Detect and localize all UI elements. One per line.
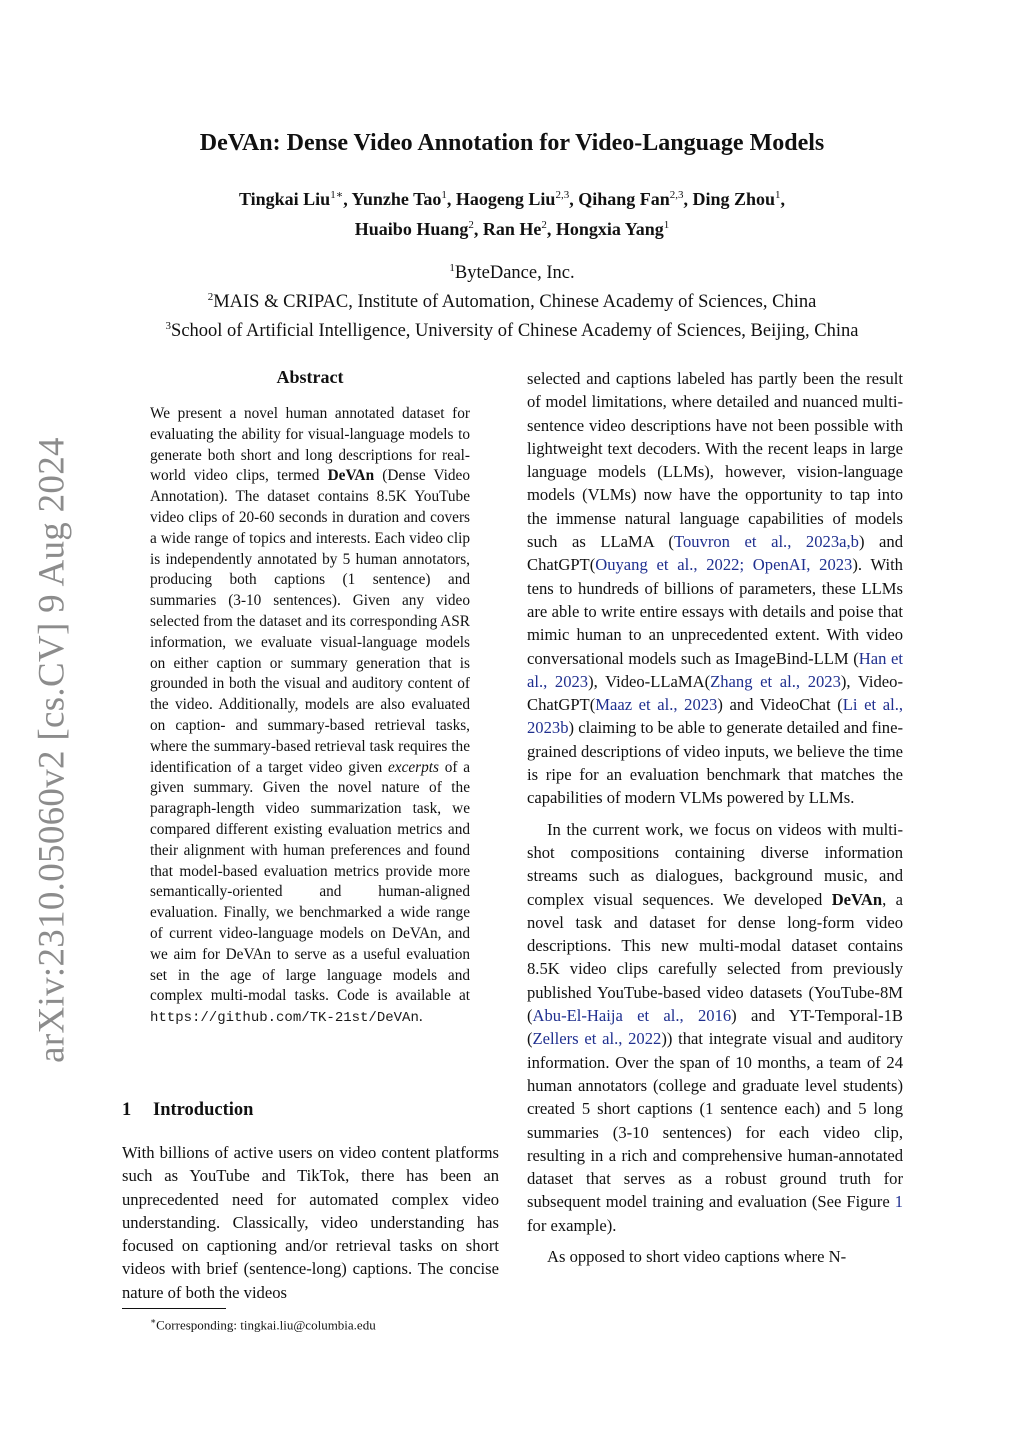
author-corresponding-mark: ∗ <box>335 189 344 201</box>
body-text: ) claiming to be able to generate detailed and fine-grained descriptions of video inputs, we believe the time is ripe for an evaluation benchmark that matches the capabilities of modern VLMs powered by LLMs. <box>527 718 903 808</box>
abstract-text: . <box>418 1008 423 1026</box>
affiliation-text: School of Artificial Intelligence, University of Chinese Academy of Sciences, Beijing, China <box>171 321 859 342</box>
author-affil-sup: 2 <box>468 219 474 231</box>
footnote-divider <box>122 1308 226 1309</box>
arxiv-identifier: arXiv:2310.05060v2 [cs.CV] 9 Aug 2024 <box>31 437 73 1063</box>
author-name: Yunzhe Tao <box>351 189 442 209</box>
section-title: Introduction <box>153 1100 254 1120</box>
body-text: , a novel task and dataset for dense long-form video descriptions. This new multi-modal dataset contains 8.5K video clips carefully selected from previously published YouTube-based video datasets (YouTube-8M ( <box>527 889 903 1026</box>
citation-link[interactable]: Zhang et al., 2023 <box>710 671 841 691</box>
section-number: 1 <box>122 1100 132 1120</box>
citation-link[interactable]: Touvron et al., 2023a,b <box>673 532 859 552</box>
abstract-text: We present a novel human annotated dataset for evaluating the ability for visual-language models to generate both short and long descriptions for real-world video clips, termed <box>150 405 470 485</box>
author-affil-sup: 1 <box>330 189 336 201</box>
body-text: ) and YT-Temporal-1B ( <box>527 1006 903 1049</box>
code-link[interactable]: https://github.com/TK-21st/DeVAn <box>150 1010 419 1027</box>
author-name: Huaibo Huang <box>354 219 469 239</box>
author-list: Tingkai Liu$^{1∗}$, Yunzhe Tao$^1$, Haogeng Liu$^{2,3}$, Qihang Fan$^{2,3}$, Ding Zhou$^1$, Huaibo Huang$^2$, Ran He$^2$, Hongxia Yang$^1$ <box>238 189 786 239</box>
author-name: Qihang Fan <box>578 189 670 209</box>
body-paragraph <box>527 818 903 1237</box>
introduction-paragraph: With billions of active users on video content platforms such as YouTube and TikTok, there has been an unprecedented need for automated complex video understanding. Classically, video understanding has focused on captioning and/or retrieval tasks on short videos with brief (sentence-long) captions. The concise nature of both the videos <box>122 1143 499 1302</box>
affiliation-text: ByteDance, Inc. <box>454 263 575 284</box>
affiliation-sup: 2 <box>207 291 214 304</box>
body-paragraph <box>527 367 903 810</box>
author-name: Tingkai Liu <box>238 189 331 209</box>
citation-link[interactable]: Li et al., 2023b <box>527 695 903 738</box>
author-name: Hongxia Yang <box>555 219 664 239</box>
abstract-body <box>150 404 470 1029</box>
body-text: selected and captions labeled has partly been the result of model limitations, where detailed and nuanced multi-sentence video descriptions have not been possible with lightweight text decoders. With the recent leaps in large language models (LLMs), however, vision-language models (VLMs) now have the opportunity to tap into the immense natural language capabilities of models such as LLaMA ( <box>527 369 903 552</box>
citation-link[interactable]: Zellers et al., 2022 <box>532 1029 662 1049</box>
dataset-name: DeVAn <box>831 889 883 909</box>
body-text: ) and VideoChat ( <box>717 695 843 715</box>
affiliation <box>80 314 944 343</box>
affiliation <box>80 285 944 314</box>
affiliations <box>80 256 944 343</box>
body-paragraph: As opposed to short video captions where N- <box>547 1246 847 1266</box>
author-affil-sup: 2,3 <box>555 189 570 201</box>
right-column <box>527 367 903 1268</box>
author-name: Ding Zhou <box>692 189 776 209</box>
author-name: Ran He <box>482 219 542 239</box>
body-text: ), Video-LLaMA( <box>588 671 711 691</box>
author-affil-sup: 2 <box>541 219 547 231</box>
body-text: )) that integrate visual and auditory information. Over the span of 10 months, a team of 24 human annotators (college and graduate level students) created 5 short captions (1 sentence each) and 5 long summaries (3-10 sentences) for each video clip, resulting in a rich and comprehensive human-annotated dataset that serves as a robust ground truth for subsequent model training and evaluation (See Figure <box>527 1029 904 1212</box>
figure-reference-link[interactable]: 1 <box>894 1192 903 1212</box>
footnote-text: Corresponding: tingkai.liu@columbia.edu <box>156 1317 376 1333</box>
abstract-emphasis: excerpts <box>388 758 439 776</box>
body-text: ) and ChatGPT( <box>527 532 903 575</box>
abstract-text: (Dense Video Annotation). The dataset contains 8.5K YouTube video clips of 20-60 seconds in duration and covers a wide range of topics and interests. Each video clip is independently annotated by 5 human annotators, producing both captions (1 sentence) and summaries (3-10 sentences). Given any video selected from the dataset and its corresponding ASR information, we evaluate visual-language models on either caption or summary generation that is grounded in both the visual and auditory content of the video. Additionally, models are also evaluated on caption- and summary-based retrieval tasks, where the summary-based retrieval task requires the identification of a target video given <box>150 467 470 776</box>
section-heading-introduction <box>122 1100 502 1121</box>
author-affil-sup: 1 <box>663 219 670 231</box>
citation-link[interactable]: Abu-El-Haija et al., 2016 <box>532 1006 732 1026</box>
author-affil-sup: 2,3 <box>669 189 684 201</box>
affiliation-sup: 3 <box>165 320 172 333</box>
footnote-mark: ∗ <box>150 1316 157 1326</box>
abstract-text: of a given summary. Given the novel nature of the paragraph-length video summarization task, we compared different existing evaluation metrics and their alignment with human preferences and found that model-based evaluation metrics provide more semantically-oriented and human-aligned evaluation. Finally, we benchmarked a wide range of current video-language models on DeVAn, and we aim for DeVAn to serve as a useful evaluation set in the age of large language models and complex multi-modal tasks. Code is available at <box>150 758 470 1005</box>
body-text: for example). <box>527 1215 617 1235</box>
affiliation-sup: 1 <box>449 262 455 274</box>
body-text: ), Video-ChatGPT( <box>527 671 903 715</box>
citation-link[interactable]: Han et al., 2023 <box>527 648 903 691</box>
affiliation-text: MAIS & CRIPAC, Institute of Automation, Chinese Academy of Sciences, China <box>213 292 817 313</box>
paper-title: DeVAn: Dense Video Annotation for Video-Language Models <box>199 130 825 156</box>
body-text: ). With tens to hundreds of billions of parameters, these LLMs are able to write entire essays with details and poise that mimic human to an unprecedented extent. With video conversational models such as ImageBind-LLM ( <box>527 555 903 668</box>
citation-link[interactable]: Maaz et al., 2023 <box>595 695 718 715</box>
affiliation <box>80 256 944 285</box>
footnote <box>150 1312 500 1334</box>
author-affil-sup: 1 <box>775 189 781 201</box>
author-name: Haogeng Liu <box>455 189 556 209</box>
body-text: In the current work, we focus on videos with multi-shot compositions containing diverse information streams such as dialogues, background music, and complex visual sequences. We developed <box>527 819 903 909</box>
dataset-name: DeVAn <box>327 467 375 485</box>
citation-link[interactable]: Ouyang et al., 2022; OpenAI, 2023 <box>595 555 853 575</box>
abstract-heading: Abstract <box>276 367 344 387</box>
author-affil-sup: 1 <box>441 189 447 201</box>
